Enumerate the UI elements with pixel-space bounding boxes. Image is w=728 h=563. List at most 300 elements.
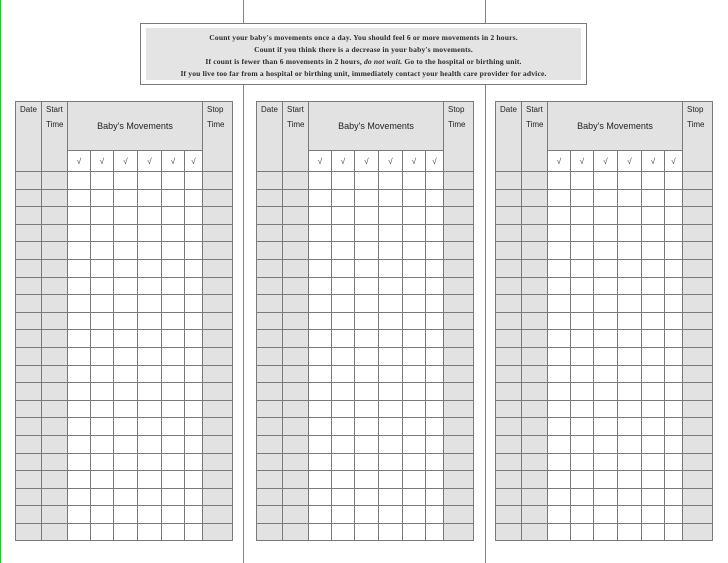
date-cell[interactable] <box>257 224 283 242</box>
movement-cell[interactable] <box>309 471 332 489</box>
movement-cell[interactable] <box>355 277 379 295</box>
movement-cell[interactable] <box>426 172 444 190</box>
movement-cell[interactable] <box>138 312 162 330</box>
movement-cell[interactable] <box>571 242 594 260</box>
stop-time-cell[interactable] <box>444 172 474 190</box>
movement-cell[interactable] <box>185 471 203 489</box>
movement-cell[interactable] <box>68 471 91 489</box>
movement-cell[interactable] <box>68 242 91 260</box>
movement-cell[interactable] <box>68 172 91 190</box>
movement-cell[interactable] <box>68 506 91 524</box>
stop-time-cell[interactable] <box>683 242 713 260</box>
movement-cell[interactable] <box>548 506 571 524</box>
movement-cell[interactable] <box>642 172 665 190</box>
movement-cell[interactable] <box>618 400 642 418</box>
movement-cell[interactable] <box>665 295 683 313</box>
movement-cell[interactable] <box>68 365 91 383</box>
movement-cell[interactable] <box>185 523 203 541</box>
movement-cell[interactable] <box>68 224 91 242</box>
start-time-cell[interactable] <box>283 207 309 225</box>
movement-cell[interactable] <box>332 172 355 190</box>
movement-cell[interactable] <box>309 347 332 365</box>
movement-cell[interactable] <box>355 330 379 348</box>
movement-cell[interactable] <box>403 453 426 471</box>
movement-cell[interactable] <box>162 418 185 436</box>
start-time-cell[interactable] <box>283 400 309 418</box>
movement-cell[interactable] <box>162 523 185 541</box>
movement-cell[interactable] <box>379 471 403 489</box>
movement-cell[interactable] <box>403 365 426 383</box>
movement-cell[interactable] <box>355 295 379 313</box>
movement-cell[interactable] <box>355 259 379 277</box>
movement-cell[interactable] <box>332 207 355 225</box>
movement-cell[interactable] <box>162 506 185 524</box>
date-cell[interactable] <box>496 189 522 207</box>
movement-cell[interactable] <box>355 488 379 506</box>
movement-cell[interactable] <box>594 242 618 260</box>
movement-cell[interactable] <box>162 224 185 242</box>
movement-cell[interactable] <box>355 383 379 401</box>
date-cell[interactable] <box>16 400 42 418</box>
date-cell[interactable] <box>257 400 283 418</box>
movement-cell[interactable] <box>185 312 203 330</box>
movement-cell[interactable] <box>114 172 138 190</box>
movement-cell[interactable] <box>403 400 426 418</box>
movement-cell[interactable] <box>594 347 618 365</box>
movement-cell[interactable] <box>185 277 203 295</box>
movement-cell[interactable] <box>665 259 683 277</box>
date-cell[interactable] <box>257 506 283 524</box>
movement-cell[interactable] <box>138 189 162 207</box>
movement-cell[interactable] <box>618 435 642 453</box>
movement-cell[interactable] <box>309 400 332 418</box>
movement-cell[interactable] <box>162 453 185 471</box>
movement-cell[interactable] <box>185 224 203 242</box>
movement-cell[interactable] <box>68 259 91 277</box>
movement-cell[interactable] <box>355 172 379 190</box>
movement-cell[interactable] <box>332 523 355 541</box>
movement-cell[interactable] <box>665 471 683 489</box>
movement-cell[interactable] <box>665 523 683 541</box>
stop-time-cell[interactable] <box>683 418 713 436</box>
movement-cell[interactable] <box>185 189 203 207</box>
movement-cell[interactable] <box>426 435 444 453</box>
movement-cell[interactable] <box>162 488 185 506</box>
stop-time-cell[interactable] <box>444 347 474 365</box>
movement-cell[interactable] <box>426 488 444 506</box>
movement-cell[interactable] <box>91 189 114 207</box>
movement-cell[interactable] <box>379 418 403 436</box>
movement-cell[interactable] <box>571 523 594 541</box>
movement-cell[interactable] <box>114 365 138 383</box>
date-cell[interactable] <box>496 224 522 242</box>
movement-cell[interactable] <box>114 383 138 401</box>
movement-cell[interactable] <box>665 453 683 471</box>
movement-cell[interactable] <box>594 383 618 401</box>
movement-cell[interactable] <box>594 330 618 348</box>
movement-cell[interactable] <box>355 224 379 242</box>
movement-cell[interactable] <box>618 277 642 295</box>
movement-cell[interactable] <box>355 207 379 225</box>
movement-cell[interactable] <box>642 295 665 313</box>
stop-time-cell[interactable] <box>444 400 474 418</box>
movement-cell[interactable] <box>332 418 355 436</box>
movement-cell[interactable] <box>332 365 355 383</box>
movement-cell[interactable] <box>403 471 426 489</box>
stop-time-cell[interactable] <box>203 400 233 418</box>
movement-cell[interactable] <box>642 330 665 348</box>
stop-time-cell[interactable] <box>203 347 233 365</box>
start-time-cell[interactable] <box>283 330 309 348</box>
stop-time-cell[interactable] <box>444 488 474 506</box>
movement-cell[interactable] <box>665 365 683 383</box>
date-cell[interactable] <box>257 383 283 401</box>
movement-cell[interactable] <box>379 383 403 401</box>
date-cell[interactable] <box>16 347 42 365</box>
movement-cell[interactable] <box>68 277 91 295</box>
stop-time-cell[interactable] <box>203 242 233 260</box>
movement-cell[interactable] <box>403 523 426 541</box>
movement-cell[interactable] <box>594 523 618 541</box>
movement-cell[interactable] <box>642 453 665 471</box>
movement-cell[interactable] <box>138 347 162 365</box>
date-cell[interactable] <box>257 330 283 348</box>
stop-time-cell[interactable] <box>683 506 713 524</box>
start-time-cell[interactable] <box>42 400 68 418</box>
movement-cell[interactable] <box>618 259 642 277</box>
movement-cell[interactable] <box>594 471 618 489</box>
movement-cell[interactable] <box>571 330 594 348</box>
movement-cell[interactable] <box>68 453 91 471</box>
movement-cell[interactable] <box>355 312 379 330</box>
movement-cell[interactable] <box>426 189 444 207</box>
movement-cell[interactable] <box>114 453 138 471</box>
date-cell[interactable] <box>16 506 42 524</box>
movement-cell[interactable] <box>403 330 426 348</box>
date-cell[interactable] <box>496 418 522 436</box>
movement-cell[interactable] <box>548 242 571 260</box>
start-time-cell[interactable] <box>283 277 309 295</box>
start-time-cell[interactable] <box>522 242 548 260</box>
date-cell[interactable] <box>16 453 42 471</box>
movement-cell[interactable] <box>355 242 379 260</box>
movement-cell[interactable] <box>403 347 426 365</box>
stop-time-cell[interactable] <box>203 259 233 277</box>
stop-time-cell[interactable] <box>683 488 713 506</box>
movement-cell[interactable] <box>665 488 683 506</box>
movement-cell[interactable] <box>162 435 185 453</box>
movement-cell[interactable] <box>403 207 426 225</box>
movement-cell[interactable] <box>642 312 665 330</box>
movement-cell[interactable] <box>618 172 642 190</box>
start-time-cell[interactable] <box>283 488 309 506</box>
movement-cell[interactable] <box>642 189 665 207</box>
date-cell[interactable] <box>16 189 42 207</box>
movement-cell[interactable] <box>379 207 403 225</box>
movement-cell[interactable] <box>403 242 426 260</box>
start-time-cell[interactable] <box>522 435 548 453</box>
start-time-cell[interactable] <box>42 242 68 260</box>
movement-cell[interactable] <box>379 488 403 506</box>
date-cell[interactable] <box>257 172 283 190</box>
movement-cell[interactable] <box>332 330 355 348</box>
movement-cell[interactable] <box>379 435 403 453</box>
movement-cell[interactable] <box>665 224 683 242</box>
movement-cell[interactable] <box>162 471 185 489</box>
movement-cell[interactable] <box>355 189 379 207</box>
stop-time-cell[interactable] <box>444 418 474 436</box>
stop-time-cell[interactable] <box>444 330 474 348</box>
movement-cell[interactable] <box>594 172 618 190</box>
movement-cell[interactable] <box>114 277 138 295</box>
movement-cell[interactable] <box>642 224 665 242</box>
movement-cell[interactable] <box>91 295 114 313</box>
movement-cell[interactable] <box>403 224 426 242</box>
start-time-cell[interactable] <box>283 523 309 541</box>
movement-cell[interactable] <box>618 523 642 541</box>
stop-time-cell[interactable] <box>444 259 474 277</box>
movement-cell[interactable] <box>309 259 332 277</box>
movement-cell[interactable] <box>548 471 571 489</box>
movement-cell[interactable] <box>403 295 426 313</box>
movement-cell[interactable] <box>618 312 642 330</box>
movement-cell[interactable] <box>642 400 665 418</box>
movement-cell[interactable] <box>162 295 185 313</box>
movement-cell[interactable] <box>379 400 403 418</box>
movement-cell[interactable] <box>618 295 642 313</box>
movement-cell[interactable] <box>185 365 203 383</box>
movement-cell[interactable] <box>138 453 162 471</box>
movement-cell[interactable] <box>379 172 403 190</box>
start-time-cell[interactable] <box>42 418 68 436</box>
movement-cell[interactable] <box>114 330 138 348</box>
movement-cell[interactable] <box>594 207 618 225</box>
movement-cell[interactable] <box>355 523 379 541</box>
start-time-cell[interactable] <box>522 330 548 348</box>
date-cell[interactable] <box>16 242 42 260</box>
movement-cell[interactable] <box>426 347 444 365</box>
movement-cell[interactable] <box>91 259 114 277</box>
date-cell[interactable] <box>496 400 522 418</box>
stop-time-cell[interactable] <box>203 365 233 383</box>
movement-cell[interactable] <box>665 383 683 401</box>
start-time-cell[interactable] <box>42 506 68 524</box>
start-time-cell[interactable] <box>42 172 68 190</box>
movement-cell[interactable] <box>138 488 162 506</box>
movement-cell[interactable] <box>309 383 332 401</box>
movement-cell[interactable] <box>571 453 594 471</box>
movement-cell[interactable] <box>114 488 138 506</box>
stop-time-cell[interactable] <box>683 383 713 401</box>
start-time-cell[interactable] <box>283 365 309 383</box>
stop-time-cell[interactable] <box>683 453 713 471</box>
stop-time-cell[interactable] <box>203 435 233 453</box>
stop-time-cell[interactable] <box>683 312 713 330</box>
movement-cell[interactable] <box>68 523 91 541</box>
movement-cell[interactable] <box>309 312 332 330</box>
movement-cell[interactable] <box>185 207 203 225</box>
movement-cell[interactable] <box>309 506 332 524</box>
movement-cell[interactable] <box>379 295 403 313</box>
stop-time-cell[interactable] <box>203 312 233 330</box>
date-cell[interactable] <box>16 488 42 506</box>
date-cell[interactable] <box>496 277 522 295</box>
movement-cell[interactable] <box>642 383 665 401</box>
start-time-cell[interactable] <box>283 418 309 436</box>
movement-cell[interactable] <box>91 523 114 541</box>
movement-cell[interactable] <box>379 189 403 207</box>
movement-cell[interactable] <box>355 435 379 453</box>
movement-cell[interactable] <box>114 418 138 436</box>
movement-cell[interactable] <box>571 488 594 506</box>
stop-time-cell[interactable] <box>683 277 713 295</box>
movement-cell[interactable] <box>332 471 355 489</box>
movement-cell[interactable] <box>185 383 203 401</box>
movement-cell[interactable] <box>91 207 114 225</box>
movement-cell[interactable] <box>594 506 618 524</box>
movement-cell[interactable] <box>571 471 594 489</box>
movement-cell[interactable] <box>332 347 355 365</box>
movement-cell[interactable] <box>426 523 444 541</box>
movement-cell[interactable] <box>138 242 162 260</box>
start-time-cell[interactable] <box>522 172 548 190</box>
movement-cell[interactable] <box>162 383 185 401</box>
movement-cell[interactable] <box>618 453 642 471</box>
movement-cell[interactable] <box>618 383 642 401</box>
movement-cell[interactable] <box>91 224 114 242</box>
movement-cell[interactable] <box>185 435 203 453</box>
date-cell[interactable] <box>257 471 283 489</box>
movement-cell[interactable] <box>114 207 138 225</box>
movement-cell[interactable] <box>642 365 665 383</box>
stop-time-cell[interactable] <box>683 207 713 225</box>
movement-cell[interactable] <box>594 312 618 330</box>
movement-cell[interactable] <box>548 347 571 365</box>
movement-cell[interactable] <box>642 488 665 506</box>
date-cell[interactable] <box>257 207 283 225</box>
movement-cell[interactable] <box>426 242 444 260</box>
stop-time-cell[interactable] <box>683 189 713 207</box>
movement-cell[interactable] <box>642 523 665 541</box>
start-time-cell[interactable] <box>42 471 68 489</box>
start-time-cell[interactable] <box>283 224 309 242</box>
movement-cell[interactable] <box>355 418 379 436</box>
movement-cell[interactable] <box>309 242 332 260</box>
movement-cell[interactable] <box>594 189 618 207</box>
date-cell[interactable] <box>496 295 522 313</box>
start-time-cell[interactable] <box>283 347 309 365</box>
stop-time-cell[interactable] <box>683 400 713 418</box>
start-time-cell[interactable] <box>283 435 309 453</box>
date-cell[interactable] <box>496 207 522 225</box>
movement-cell[interactable] <box>68 295 91 313</box>
movement-cell[interactable] <box>379 277 403 295</box>
stop-time-cell[interactable] <box>444 295 474 313</box>
movement-cell[interactable] <box>91 242 114 260</box>
start-time-cell[interactable] <box>283 471 309 489</box>
movement-cell[interactable] <box>138 207 162 225</box>
date-cell[interactable] <box>16 259 42 277</box>
stop-time-cell[interactable] <box>444 365 474 383</box>
movement-cell[interactable] <box>114 259 138 277</box>
movement-cell[interactable] <box>185 259 203 277</box>
start-time-cell[interactable] <box>522 312 548 330</box>
movement-cell[interactable] <box>403 312 426 330</box>
movement-cell[interactable] <box>571 312 594 330</box>
stop-time-cell[interactable] <box>444 453 474 471</box>
movement-cell[interactable] <box>379 365 403 383</box>
start-time-cell[interactable] <box>522 523 548 541</box>
date-cell[interactable] <box>16 295 42 313</box>
stop-time-cell[interactable] <box>203 418 233 436</box>
start-time-cell[interactable] <box>283 506 309 524</box>
movement-cell[interactable] <box>91 330 114 348</box>
movement-cell[interactable] <box>571 224 594 242</box>
movement-cell[interactable] <box>594 488 618 506</box>
movement-cell[interactable] <box>403 189 426 207</box>
stop-time-cell[interactable] <box>203 488 233 506</box>
date-cell[interactable] <box>496 259 522 277</box>
movement-cell[interactable] <box>332 435 355 453</box>
movement-cell[interactable] <box>91 506 114 524</box>
stop-time-cell[interactable] <box>683 259 713 277</box>
movement-cell[interactable] <box>162 259 185 277</box>
movement-cell[interactable] <box>91 471 114 489</box>
start-time-cell[interactable] <box>522 365 548 383</box>
movement-cell[interactable] <box>571 172 594 190</box>
movement-cell[interactable] <box>426 312 444 330</box>
movement-cell[interactable] <box>594 453 618 471</box>
stop-time-cell[interactable] <box>203 224 233 242</box>
stop-time-cell[interactable] <box>683 224 713 242</box>
start-time-cell[interactable] <box>522 453 548 471</box>
movement-cell[interactable] <box>548 312 571 330</box>
movement-cell[interactable] <box>355 453 379 471</box>
movement-cell[interactable] <box>642 259 665 277</box>
date-cell[interactable] <box>496 312 522 330</box>
movement-cell[interactable] <box>91 383 114 401</box>
movement-cell[interactable] <box>355 347 379 365</box>
date-cell[interactable] <box>496 330 522 348</box>
movement-cell[interactable] <box>309 207 332 225</box>
date-cell[interactable] <box>16 418 42 436</box>
movement-cell[interactable] <box>91 172 114 190</box>
movement-cell[interactable] <box>138 400 162 418</box>
start-time-cell[interactable] <box>522 259 548 277</box>
movement-cell[interactable] <box>594 224 618 242</box>
movement-cell[interactable] <box>594 418 618 436</box>
start-time-cell[interactable] <box>42 453 68 471</box>
movement-cell[interactable] <box>332 312 355 330</box>
movement-cell[interactable] <box>332 506 355 524</box>
movement-cell[interactable] <box>426 506 444 524</box>
movement-cell[interactable] <box>91 453 114 471</box>
start-time-cell[interactable] <box>283 189 309 207</box>
movement-cell[interactable] <box>309 435 332 453</box>
stop-time-cell[interactable] <box>203 471 233 489</box>
movement-cell[interactable] <box>403 506 426 524</box>
movement-cell[interactable] <box>379 347 403 365</box>
movement-cell[interactable] <box>548 189 571 207</box>
movement-cell[interactable] <box>162 400 185 418</box>
movement-cell[interactable] <box>594 277 618 295</box>
date-cell[interactable] <box>16 172 42 190</box>
movement-cell[interactable] <box>571 506 594 524</box>
movement-cell[interactable] <box>426 400 444 418</box>
date-cell[interactable] <box>257 277 283 295</box>
movement-cell[interactable] <box>91 400 114 418</box>
movement-cell[interactable] <box>571 207 594 225</box>
